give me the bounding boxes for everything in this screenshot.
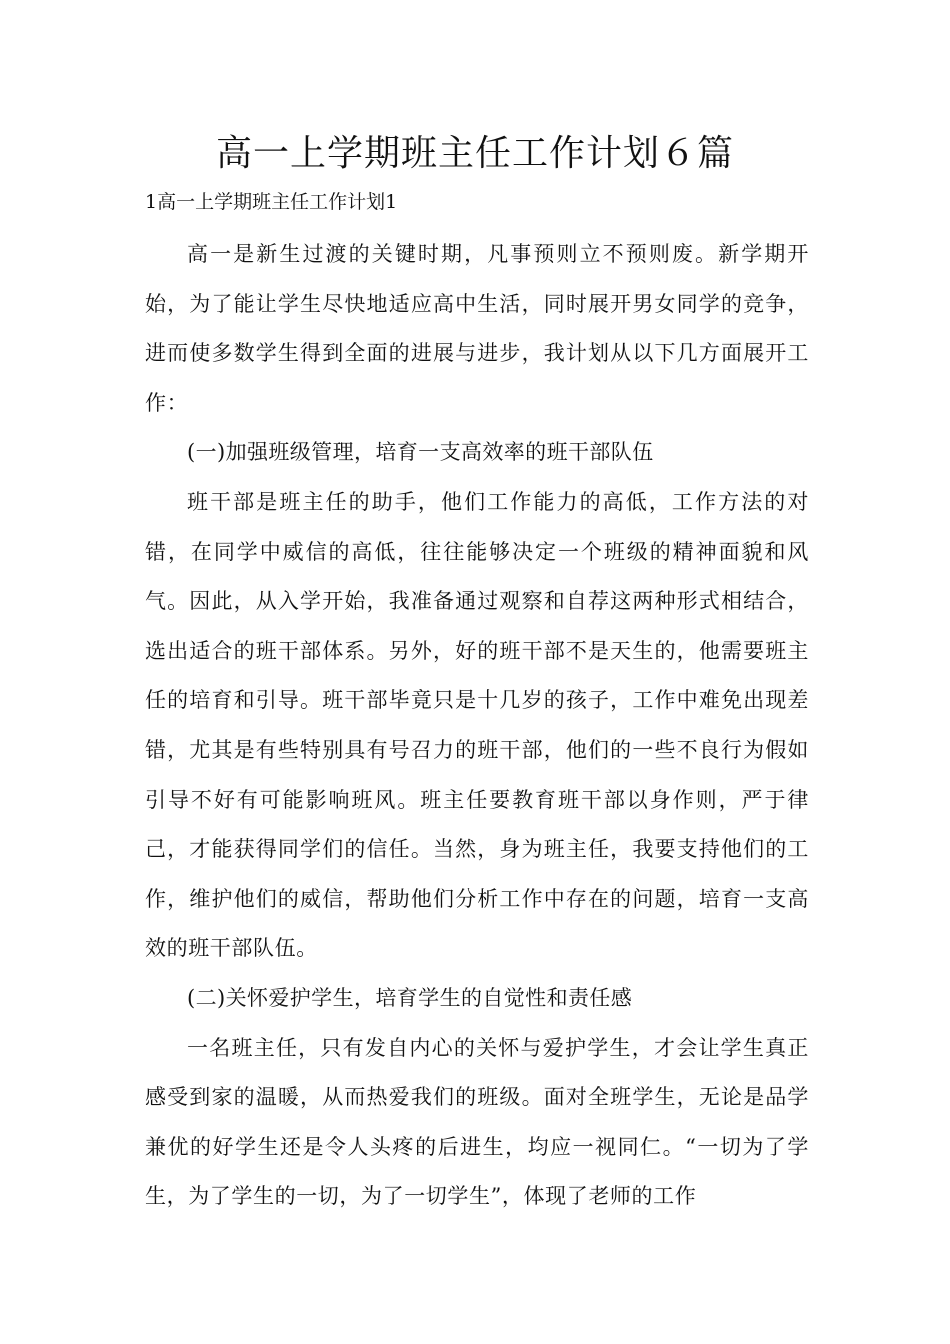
paragraph-intro: 高一是新生过渡的关键时期，凡事预则立不预则废。新学期开始，为了能让学生尽快地适应高中生活，同时展开男女同学的竞争，进而使多数学生得到全面的进展与进步，我计划从以下几方面展开工作： <box>145 242 809 415</box>
document-title: 高一上学期班主任工作计划６篇 <box>215 133 734 174</box>
document-subtitle: 1高一上学期班主任工作计划1 <box>145 191 398 213</box>
paragraph-care-students: 一名班主任，只有发自内心的关怀与爱护学生，才会让学生真正感受到家的温暖，从而热爱我们的班级。面对全班学生，无论是品学兼优的好学生还是令人头疼的后进生，均应一视同仁。“一切为了学生，为了学生的一切，为了一切学生”，体现了老师的工作 <box>145 1035 809 1209</box>
section-heading-2: (二)关怀爱护学生，培育学生的自觉性和责任感 <box>187 985 633 1010</box>
section-heading-1: (一)加强班级管理，培育一支高效率的班干部队伍 <box>187 440 654 465</box>
paragraph-class-cadres: 班干部是班主任的助手，他们工作能力的高低，工作方法的对错，在同学中威信的高低，往往能够决定一个班级的精神面貌和风气。因此，从入学开始，我准备通过观察和自荐这两种形式相结合，选出适合的班干部体系。另外，好的班干部不是天生的，他需要班主任的培育和引导。班干部毕竟只是十几岁的孩子，工作中难免出现差错，尤其是有些特别具有号召力的班干部，他们的一些不良行为假如引导不好有可能影响班风。班主任要教育班干部以身作则，严于律己，才能获得同学们的信任。当然，身为班主任，我要支持他们的工作，维护他们的威信，帮助他们分析工作中存在的问题，培育一支高效的班干部队伍。 <box>145 489 809 961</box>
document-body <box>145 230 809 1222</box>
